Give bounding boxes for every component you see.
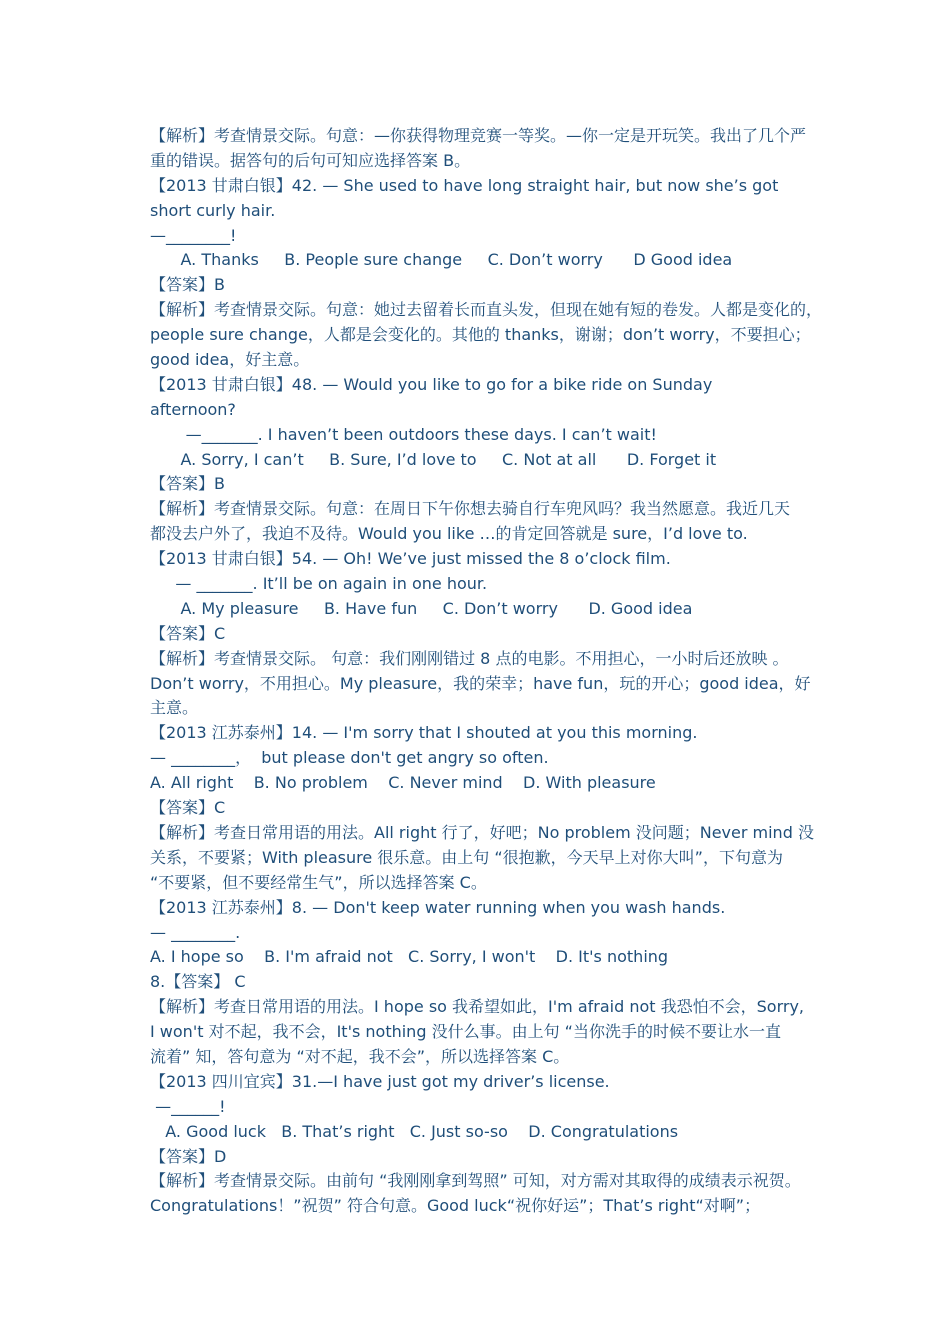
text-line: 【解析】考查情景交际。句意：在周日下午你想去骑自行车兜风吗？我当然愿意。我近几天 <box>150 499 791 519</box>
text-line: 主意。 <box>150 698 199 718</box>
text-line: short curly hair. <box>150 200 276 220</box>
text-line: 【答案】C <box>150 798 226 818</box>
text-line: 【答案】C <box>150 623 226 643</box>
text-line: 重的错误。据答句的后句可知应选择答案 B。 <box>150 150 471 170</box>
text-line: afternoon? <box>150 399 236 419</box>
text-line: 【解析】考查日常用语的用法。I hope so 我希望如此，I'm afraid not 我恐怕不会，Sorry, <box>150 997 804 1017</box>
text-line: A. Sorry, I can’t B. Sure, I’d love to C. Not at all D. Forget it <box>150 449 717 469</box>
text-line: A. My pleasure B. Have fun C. Don’t worry D. Good idea <box>150 598 693 618</box>
text-line: —_______. I haven’t been outdoors these days. I can’t wait! <box>150 424 657 444</box>
text-line: —______! <box>150 1096 226 1116</box>
text-line: Don’t worry，不用担心。My pleasure，我的荣幸；have fun，玩的开心；good idea，好 <box>150 673 811 693</box>
text-line: good idea，好主意。 <box>150 350 310 370</box>
text-line: 都没去户外了，我迫不及待。Would you like …的肯定回答就是 sure，I’d love to. <box>150 524 748 544</box>
text-line: 【2013 江苏泰州】14. — I'm sorry that I shouted at you this morning. <box>150 723 698 743</box>
text-line: A. Good luck B. That’s right C. Just so-so D. Congratulations <box>150 1121 679 1141</box>
text-line: 【答案】B <box>150 275 225 295</box>
text-line: 【2013 甘肃白银】42. — She used to have long straight hair, but now she’s got <box>150 175 779 195</box>
text-line: A. All right B. No problem C. Never mind D. With pleasure <box>150 773 656 793</box>
text-line: 【2013 四川宜宾】31.—I have just got my driver’s license. <box>150 1071 610 1091</box>
text-line: 【解析】考查情景交际。 句意：我们刚刚错过 8 点的电影。不用担心，一小时后还放映 。 <box>150 648 789 668</box>
text-line: 【答案】B <box>150 474 225 494</box>
text-line: “不要紧，但不要经常生气”，所以选择答案 C。 <box>150 872 487 892</box>
text-line: 【2013 甘肃白银】48. — Would you like to go for a bike ride on Sunday <box>150 374 713 394</box>
text-line: 【解析】考查情景交际。句意：—你获得物理竞赛一等奖。—你一定是开玩笑。我出了几个严 <box>150 126 807 145</box>
text-line: — _______. It’ll be on again in one hour. <box>150 574 488 594</box>
text-line: 【解析】考查情景交际。由前句 “我刚刚拿到驾照” 可知，对方需对其取得的成绩表示祝贺。 <box>150 1171 801 1191</box>
text-line: 8.【答案】 C <box>150 972 246 992</box>
text-line: 【2013 江苏泰州】8. — Don't keep water running when you wash hands. <box>150 897 726 917</box>
text-line: 【答案】D <box>150 1146 227 1166</box>
text-line: 【解析】考查情景交际。句意：她过去留着长而直头发，但现在她有短的卷发。人都是变化的， <box>150 300 823 320</box>
text-line: I won't 对不起，我不会，It's nothing 没什么事。由上句 “当你洗手的时候不要让水一直 <box>150 1022 781 1042</box>
text-line: — ________， but please don't get angry so often. <box>150 748 549 768</box>
text-line: 【2013 甘肃白银】54. — Oh! We’ve just missed the 8 o’clock film. <box>150 549 671 569</box>
text-line: —________! <box>150 225 237 245</box>
text-line: A. Thanks B. People sure change C. Don’t worry D Good idea <box>150 250 733 270</box>
text-line: 关系，不要紧；With pleasure 很乐意。由上句 “很抱歉，今天早上对你大叫”，下句意为 <box>150 847 783 867</box>
text-line: 【解析】考查日常用语的用法。All right 行了，好吧；No problem 没问题；Never mind 没 <box>150 822 814 842</box>
text-line: 流着” 知，答句意为 “对不起，我不会”，所以选择答案 C。 <box>150 1046 570 1066</box>
document-body <box>150 124 823 1219</box>
text-line: A. I hope so B. I'm afraid not C. Sorry, I won't D. It's nothing <box>150 947 669 967</box>
text-line: people sure change，人都是会变化的。其他的 thanks，谢谢；don’t worry，不要担心； <box>150 325 811 345</box>
text-line: — ________. <box>150 922 241 942</box>
text-line: Congratulations！”祝贺” 符合句意。Good luck“祝你好运”；That’s right“对啊”； <box>150 1196 761 1216</box>
